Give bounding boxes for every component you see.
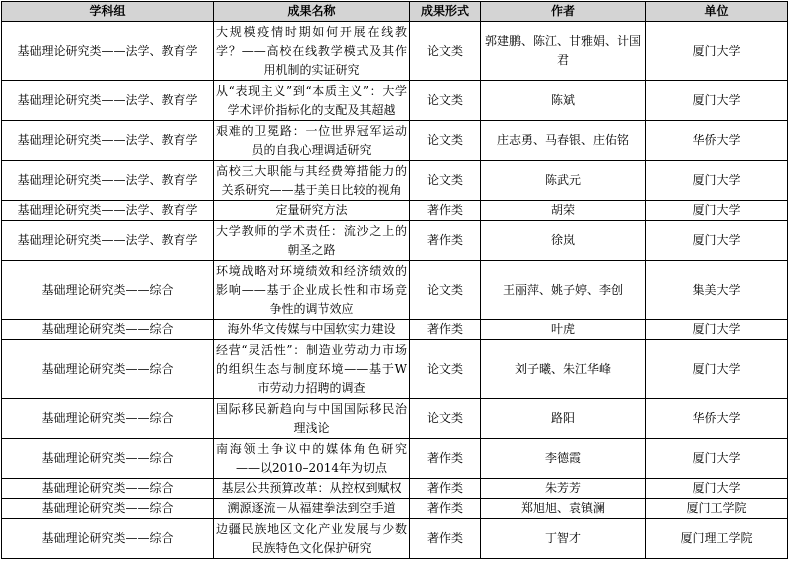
cell-form: 论文类 xyxy=(410,340,481,399)
cell-group: 基础理论研究类——法学、教育学 xyxy=(2,121,214,161)
cell-author: 胡荣 xyxy=(481,201,646,221)
table-row xyxy=(2,201,788,221)
cell-form: 论文类 xyxy=(410,22,481,81)
cell-unit: 厦门大学 xyxy=(646,439,788,479)
cell-title: 高校三大职能与其经费筹措能力的关系研究——基于美日比较的视角 xyxy=(214,161,410,201)
cell-group: 基础理论研究类——综合 xyxy=(2,340,214,399)
cell-author: 叶虎 xyxy=(481,320,646,340)
cell-unit: 厦门工学院 xyxy=(646,499,788,519)
cell-unit: 集美大学 xyxy=(646,261,788,320)
cell-form: 著作类 xyxy=(410,519,481,559)
header-cell-unit: 单位 xyxy=(646,2,788,22)
awards-table xyxy=(1,1,788,559)
cell-form: 著作类 xyxy=(410,439,481,479)
cell-title: 艰难的卫冕路：一位世界冠军运动员的自我心理调适研究 xyxy=(214,121,410,161)
cell-group: 基础理论研究类——法学、教育学 xyxy=(2,201,214,221)
cell-group: 基础理论研究类——综合 xyxy=(2,320,214,340)
table-row xyxy=(2,499,788,519)
cell-form: 论文类 xyxy=(410,161,481,201)
cell-author: 王丽萍、姚子婷、李创 xyxy=(481,261,646,320)
cell-form: 著作类 xyxy=(410,499,481,519)
table-row xyxy=(2,121,788,161)
cell-form: 论文类 xyxy=(410,81,481,121)
cell-unit: 华侨大学 xyxy=(646,399,788,439)
header-cell-author: 作者 xyxy=(481,2,646,22)
cell-unit: 厦门大学 xyxy=(646,479,788,499)
cell-form: 著作类 xyxy=(410,479,481,499)
cell-author: 李德霞 xyxy=(481,439,646,479)
cell-form: 著作类 xyxy=(410,320,481,340)
table-row xyxy=(2,261,788,320)
cell-author: 朱芳芳 xyxy=(481,479,646,499)
cell-form: 著作类 xyxy=(410,221,481,261)
cell-form: 论文类 xyxy=(410,121,481,161)
cell-author: 刘子曦、朱江华峰 xyxy=(481,340,646,399)
table-row xyxy=(2,320,788,340)
cell-group: 基础理论研究类——综合 xyxy=(2,499,214,519)
table-row xyxy=(2,479,788,499)
header-cell-group: 学科组 xyxy=(2,2,214,22)
cell-title: 海外华文传媒与中国软实力建设 xyxy=(214,320,410,340)
cell-title: 大学教师的学术责任：流沙之上的朝圣之路 xyxy=(214,221,410,261)
cell-author: 路阳 xyxy=(481,399,646,439)
cell-group: 基础理论研究类——综合 xyxy=(2,261,214,320)
cell-unit: 厦门大学 xyxy=(646,201,788,221)
cell-title: 定量研究方法 xyxy=(214,201,410,221)
cell-author: 陈斌 xyxy=(481,81,646,121)
cell-title: 国际移民新趋向与中国国际移民治理浅论 xyxy=(214,399,410,439)
cell-group: 基础理论研究类——综合 xyxy=(2,519,214,559)
cell-unit: 厦门大学 xyxy=(646,81,788,121)
cell-group: 基础理论研究类——综合 xyxy=(2,439,214,479)
cell-author: 郑旭旭、袁镇澜 xyxy=(481,499,646,519)
cell-form: 论文类 xyxy=(410,399,481,439)
cell-form: 论文类 xyxy=(410,261,481,320)
cell-title: 溯源逐流－从福建拳法到空手道 xyxy=(214,499,410,519)
cell-title: 从“表现主义”到“本质主义”：大学学术评价指标化的支配及其超越 xyxy=(214,81,410,121)
cell-author: 丁智才 xyxy=(481,519,646,559)
cell-unit: 厦门理工学院 xyxy=(646,519,788,559)
table-row xyxy=(2,399,788,439)
cell-title: 经营“灵活性”：制造业劳动力市场的组织生态与制度环境——基于W市劳动力招聘的调查 xyxy=(214,340,410,399)
cell-title: 南海领土争议中的媒体角色研究——以2010–2014年为切点 xyxy=(214,439,410,479)
table-row xyxy=(2,161,788,201)
cell-author: 徐岚 xyxy=(481,221,646,261)
table-row xyxy=(2,22,788,81)
cell-unit: 厦门大学 xyxy=(646,320,788,340)
table-row xyxy=(2,81,788,121)
cell-unit: 厦门大学 xyxy=(646,161,788,201)
cell-group: 基础理论研究类——综合 xyxy=(2,399,214,439)
cell-title: 环境战略对环境绩效和经济绩效的影响——基于企业成长性和市场竞争性的调节效应 xyxy=(214,261,410,320)
header-cell-title: 成果名称 xyxy=(214,2,410,22)
cell-group: 基础理论研究类——综合 xyxy=(2,479,214,499)
cell-author: 庄志勇、马春银、庄佑铭 xyxy=(481,121,646,161)
header-row xyxy=(2,2,788,22)
header-cell-form: 成果形式 xyxy=(410,2,481,22)
cell-unit: 厦门大学 xyxy=(646,221,788,261)
cell-title: 基层公共预算改革：从控权到赋权 xyxy=(214,479,410,499)
table-row xyxy=(2,221,788,261)
table-row xyxy=(2,439,788,479)
cell-title: 大规模疫情时期如何开展在线教学？——高校在线教学模式及其作用机制的实证研究 xyxy=(214,22,410,81)
cell-group: 基础理论研究类——法学、教育学 xyxy=(2,161,214,201)
cell-unit: 厦门大学 xyxy=(646,22,788,81)
table-row xyxy=(2,340,788,399)
table-row xyxy=(2,519,788,559)
cell-group: 基础理论研究类——法学、教育学 xyxy=(2,81,214,121)
cell-author: 陈武元 xyxy=(481,161,646,201)
cell-unit: 厦门大学 xyxy=(646,340,788,399)
cell-group: 基础理论研究类——法学、教育学 xyxy=(2,221,214,261)
cell-title: 边疆民族地区文化产业发展与少数民族特色文化保护研究 xyxy=(214,519,410,559)
cell-group: 基础理论研究类——法学、教育学 xyxy=(2,22,214,81)
cell-form: 著作类 xyxy=(410,201,481,221)
cell-author: 郭建鹏、陈江、甘雅娟、计国君 xyxy=(481,22,646,81)
cell-unit: 华侨大学 xyxy=(646,121,788,161)
